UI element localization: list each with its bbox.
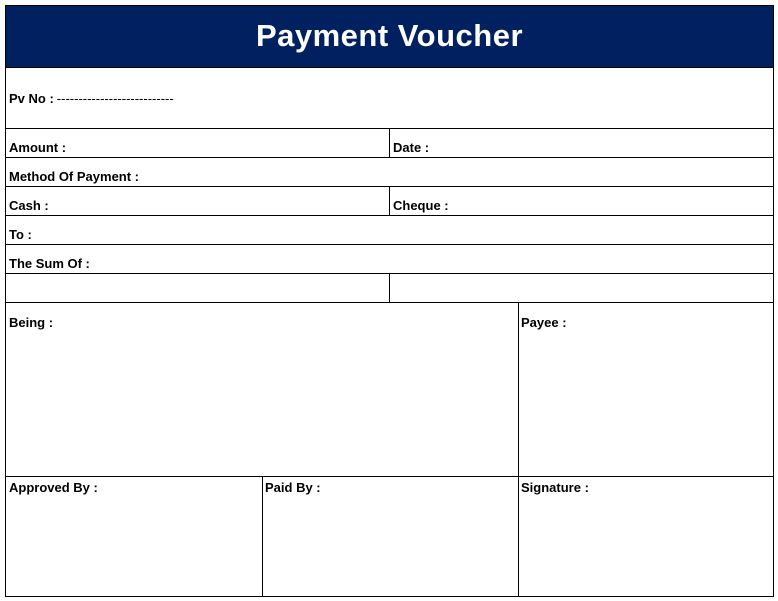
row-divider — [6, 476, 773, 477]
row-divider — [6, 215, 773, 216]
pv-no-field — [9, 91, 174, 106]
paid-by-label: Paid By : — [265, 480, 321, 495]
signature-label: Signature : — [521, 480, 589, 495]
method-of-payment-label: Method Of Payment : — [9, 169, 140, 184]
payee-label: Payee : — [521, 315, 567, 330]
date-label: Date : — [393, 140, 430, 155]
pv-no-label: Pv No : — [9, 91, 54, 106]
sum-of-label: The Sum Of : — [9, 256, 90, 271]
pv-no-value: --------------------------- — [56, 91, 174, 106]
column-divider — [389, 128, 390, 157]
row-divider — [6, 302, 773, 303]
payment-voucher-form — [5, 5, 774, 597]
approved-by-label: Approved By : — [9, 480, 98, 495]
row-divider — [6, 157, 773, 158]
column-divider — [262, 476, 263, 596]
to-label: To : — [9, 227, 32, 242]
voucher-title: Payment Voucher — [6, 6, 773, 68]
column-divider — [389, 273, 390, 302]
row-divider — [6, 244, 773, 245]
cheque-label: Cheque : — [393, 198, 449, 213]
amount-label: Amount : — [9, 140, 67, 155]
column-divider — [389, 186, 390, 215]
cash-label: Cash : — [9, 198, 49, 213]
column-divider — [518, 302, 519, 596]
being-label: Being : — [9, 315, 54, 330]
